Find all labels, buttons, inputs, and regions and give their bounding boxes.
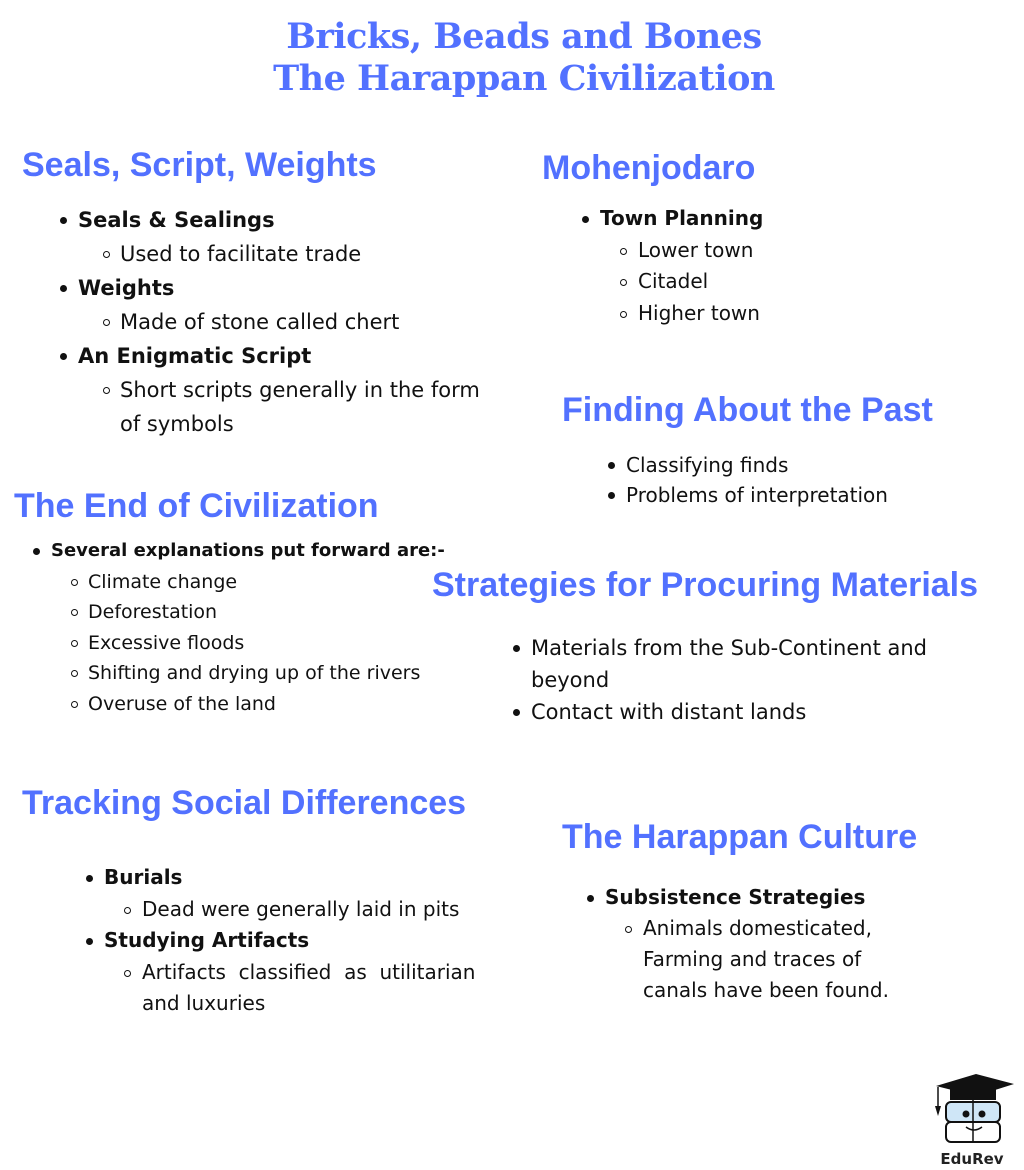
item-label: Burials [104,865,183,889]
item-label: An Enigmatic Script [78,344,312,368]
sub-item-continued [60,407,480,441]
circle-bullet-icon [620,248,627,255]
circle-bullet-icon [124,970,131,977]
circle-bullet-icon [71,701,78,708]
list-item [33,536,445,567]
graduation-cap-mascot-icon [928,1070,1016,1148]
item-label: Classifying finds [626,453,789,477]
item-label: Seals & Sealings [78,208,275,232]
tracking-list [86,862,475,1020]
list-item [608,480,888,510]
list-item [587,882,889,913]
seals-list [60,203,480,441]
title-line-1: Bricks, Beads and Bones [286,16,762,57]
sub-item [582,298,763,330]
tracking-heading: Tracking Social Differences [22,784,467,822]
sub-label: Excessive floods [88,631,245,654]
sub-label: Used to facilitate trade [120,242,362,266]
circle-bullet-icon [103,387,110,394]
mohenjodaro-heading: Mohenjodaro [542,149,756,187]
bullet-icon [86,875,93,882]
circle-bullet-icon [71,609,78,616]
sub-item [86,957,475,989]
end-list [33,536,445,719]
sub-label: Overuse of the land [88,692,276,715]
item-label: Weights [78,276,175,300]
bullet-icon [513,645,520,652]
sub-item [60,373,480,407]
sub-label: Citadel [638,269,709,293]
sub-label: Shifting and drying up of the rivers [88,662,421,684]
item-label: beyond [531,668,610,692]
list-item [608,450,888,480]
sub-label: Made of stone called chert [120,310,400,334]
finding-heading: Finding About the Past [562,391,933,429]
sub-item [582,266,763,298]
sub-item [60,237,480,271]
page-title [0,16,1024,100]
list-item [86,925,475,957]
sub-label: and luxuries [142,991,266,1015]
item-label: Studying Artifacts [104,928,310,952]
item-label: Problems of interpretation [626,483,888,507]
sub-item-continued [587,944,889,975]
culture-list [587,882,889,1006]
item-label: Subsistence Strategies [605,885,866,909]
strategies-list [513,632,927,728]
sub-item [33,597,445,628]
sub-label: canals have been found. [643,978,889,1002]
bullet-icon [60,285,67,292]
circle-bullet-icon [103,319,110,326]
item-label: Materials from the Sub-Continent and [531,636,928,660]
sub-item-continued [587,975,889,1006]
culture-heading: The Harappan Culture [562,818,918,856]
sub-label: Deforestation [88,601,218,623]
mohenjodaro-list [582,203,763,329]
bullet-icon [86,938,93,945]
sub-item [33,658,445,689]
item-label: Town Planning [600,206,764,230]
sub-item-continued [86,988,475,1020]
finding-list [608,450,888,510]
list-item [513,632,927,664]
seals-heading: Seals, Script, Weights [22,146,377,184]
sub-item [86,894,475,926]
list-item [86,862,475,894]
list-item [513,696,927,728]
sub-label: Dead were generally laid in pits [142,896,460,921]
circle-bullet-icon [124,907,131,914]
sub-item [60,305,480,339]
sub-label: Farming and traces of [643,947,862,971]
sub-label: of symbols [120,412,234,436]
bullet-icon [587,895,594,902]
end-heading: The End of Civilization [14,487,379,525]
edurev-logo [928,1070,1016,1166]
bullet-icon [33,548,40,555]
sub-label: Lower town [638,237,754,262]
list-item [582,203,763,235]
sub-label: Short scripts generally in the form [120,378,480,402]
list-item [60,339,480,373]
sub-item [33,567,445,598]
bullet-icon [60,353,67,360]
list-item-continued [513,664,927,696]
list-item [60,203,480,237]
circle-bullet-icon [620,311,627,318]
list-item [60,271,480,305]
sub-label: Artifacts classified as utilitarian [142,959,476,984]
circle-bullet-icon [71,670,78,677]
sub-label: Climate change [88,570,238,593]
strategies-heading: Strategies for Procuring Materials [432,566,979,604]
bullet-icon [608,462,615,469]
item-label: Contact with distant lands [531,700,807,724]
title-line-2: The Harappan Civilization [273,58,775,99]
bullet-icon [60,217,67,224]
sub-label: Higher town [638,300,760,325]
circle-bullet-icon [103,251,110,258]
circle-bullet-icon [625,926,632,933]
circle-bullet-icon [71,640,78,647]
bullet-icon [582,216,589,223]
sub-item [33,628,445,659]
bullet-icon [513,709,520,716]
sub-label: Animals domesticated, [643,916,872,940]
sub-item [587,913,889,944]
sub-item [33,689,445,720]
item-label: Several explanations put forward are:- [51,540,445,561]
circle-bullet-icon [71,579,78,586]
bullet-icon [608,492,615,499]
circle-bullet-icon [620,279,627,286]
logo-text: EduRev [940,1150,1004,1168]
sub-item [582,235,763,267]
